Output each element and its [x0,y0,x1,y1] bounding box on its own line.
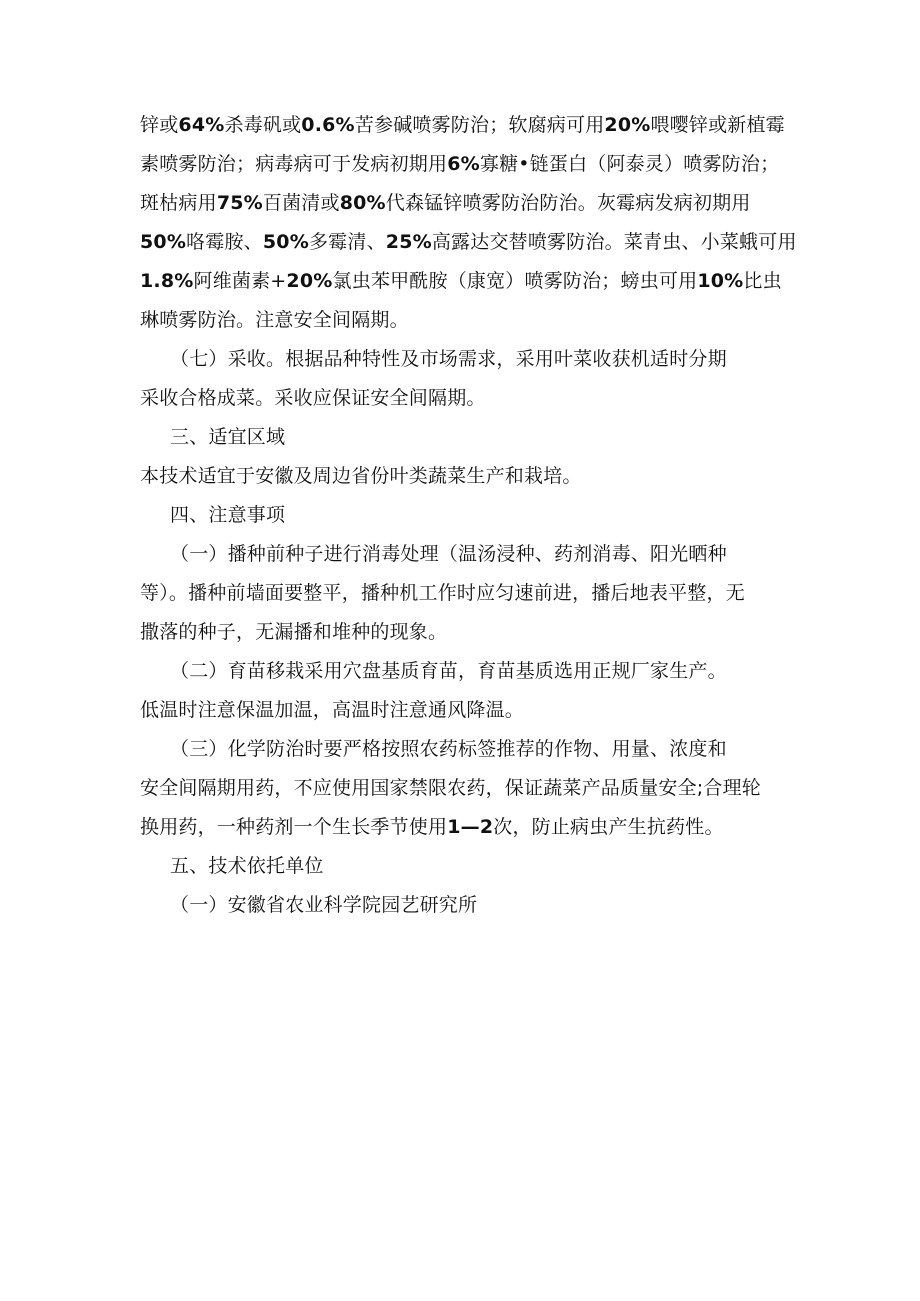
dosage-number: 0.6% [301,114,355,136]
text-line: 低温时注意保温加温，高温时注意通风降温。 [140,699,525,721]
text-run: 氯虫苯甲酰胺（康宽）喷雾防治；螃虫可用 [332,270,698,292]
section-title: 五、技术依托单位 [170,855,324,877]
text-run: 高露达交替喷雾防治。菜青虫、小菜蛾可用 [431,231,797,253]
text-line: （二）育苗移栽采用穴盘基质育苗，育苗基质选用正规厂家生产。 [170,660,727,682]
section-title: 四、注意事项 [170,504,286,526]
text-line [140,301,790,340]
dosage-number: 1.8% [140,270,194,292]
text-run: 寡糖•链蛋白（阿泰灵）喷雾防治； [479,153,780,175]
text-run: 琳喷雾防治。注意安全间隔期。 [140,309,409,331]
text-run: 换用药，一种药剂一个生长季节使用 [140,816,448,838]
section-heading [140,418,790,457]
note-paragraph-3 [140,730,790,847]
institution-paragraph [140,886,790,925]
dosage-number: 10% [697,270,744,292]
text-line: 安全间隔期用药，不应使用国家禁限农药，保证蔬菜产品质量安全;合理轮 [140,777,762,799]
text-run: 阿维菌素+ [193,270,287,292]
text-run: 百菌清或 [262,192,340,214]
text-run: 代森锰锌喷雾防治防治。灰霉病发病初期用 [385,192,751,214]
text-line [140,223,797,262]
text-line: （一）安徽省农业科学院园艺研究所 [170,894,478,916]
text-line: 采收合格成菜。采收应保证安全间隔期。 [140,387,486,409]
text-run: 苦参碱喷雾防治；软腐病可用 [354,114,605,136]
text-line [140,106,790,145]
dosage-number: 20% [286,270,333,292]
text-run: 多霉清、 [308,231,386,253]
text-run: 喂嘤锌或新植霉 [650,114,785,136]
text-run: 次，防止病虫产生抗药性。 [493,816,724,838]
harvest-paragraph [140,340,790,418]
text-line: （一）播种前种子进行消毒处理（温汤浸种、药剂消毒、阳光晒种 [170,543,727,565]
document-body [140,106,797,925]
dosage-number: 1—2 [447,816,494,838]
text-run: 比虫 [743,270,782,292]
note-paragraph-2 [140,652,790,730]
dosage-number: 20% [604,114,651,136]
dosage-number: 50% [140,231,187,253]
text-run: 杀毒矾或 [224,114,302,136]
text-run: 咯霉胺、 [186,231,263,253]
dosage-number: 64% [178,114,225,136]
dosage-number: 25% [385,231,432,253]
dosage-number: 75% [216,192,263,214]
text-run: 斑枯病用 [140,192,217,214]
text-line: 撒落的种子，无漏播和堆种的现象。 [140,621,448,643]
text-line: （七）采收。根据品种特性及市场需求，采用叶菜收获机适时分期 [170,348,727,370]
dosage-number: 50% [262,231,309,253]
dosage-number: 80% [339,192,386,214]
text-run: 素喷雾防治；病毒病可于发病初期用 [140,153,448,175]
text-line [140,262,790,301]
text-line: 等）。播种前墙面要整平，播种机工作时应匀速前进，播后地表平整，无 [140,582,745,604]
text-line [140,808,790,847]
text-line: （三）化学防治时要严格按照农药标签推荐的作物、用量、浓度和 [170,738,727,760]
section-heading [140,847,790,886]
text-run: 锌或 [140,114,179,136]
text-line [140,184,790,223]
dosage-number: 6% [447,153,480,175]
region-paragraph [140,457,790,496]
section-title: 三、适宜区域 [170,426,286,448]
text-line: 本技术适宜于安徽及周边省份叶类蔬菜生产和栽培。 [140,465,582,487]
note-paragraph-1 [140,535,790,652]
text-line [140,145,790,184]
section-heading [140,496,790,535]
pesticide-paragraph [140,106,797,340]
